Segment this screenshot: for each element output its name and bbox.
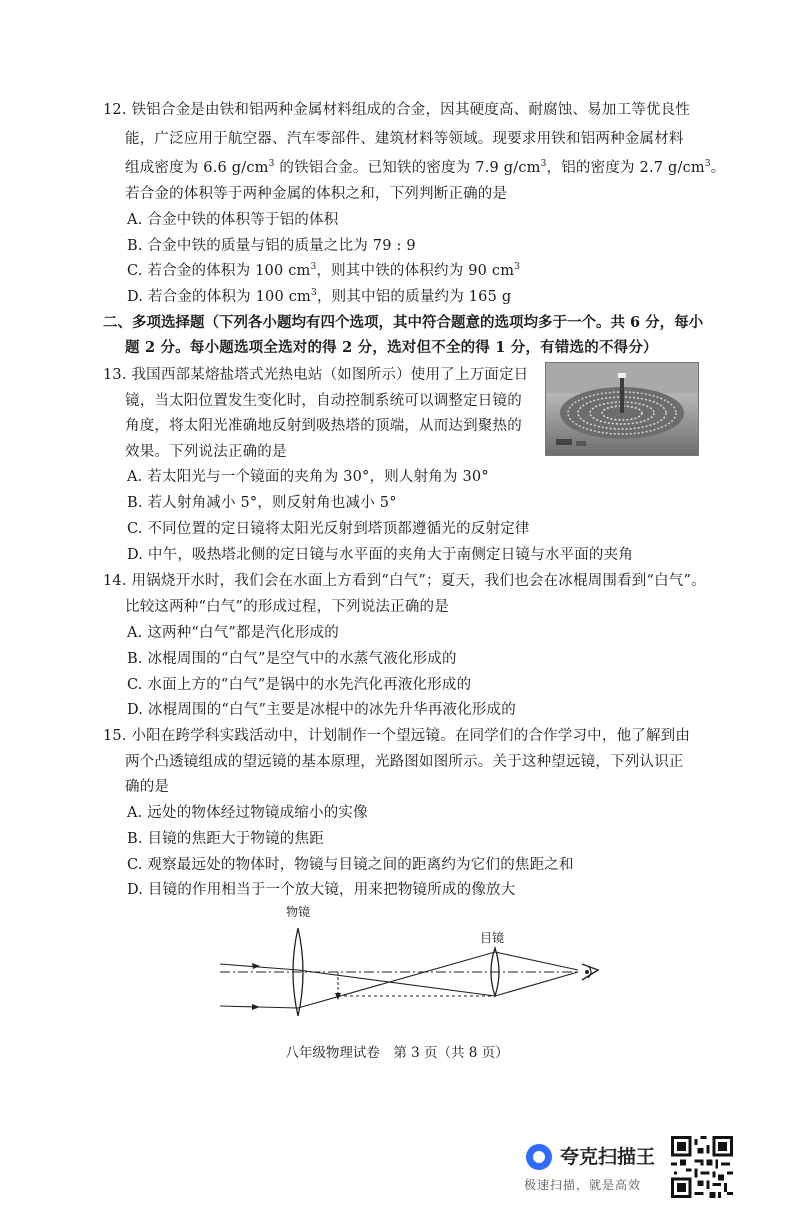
incoming-ray-top (220, 964, 298, 970)
q15-line-1: 15. 小阳在跨学科实践活动中，计划制作一个望远镜。在同学们的合作学习中，他了解到由 (103, 728, 691, 744)
eye-icon (582, 964, 598, 980)
q12-option-a: A. 合金中铁的体积等于铝的体积 (127, 212, 339, 228)
q13-line-2: 镜，当太阳位置发生变化时，自动控制系统可以调整定日镜的 (125, 393, 522, 409)
q13-line-3: 角度，将太阳光准确地反射到吸热塔的顶端，从而达到聚热的 (125, 418, 522, 434)
objective-lens-label: 物镜 (286, 905, 311, 919)
q12-line-4: 若合金的体积等于两种金属的体积之和，下列判断正确的是 (125, 186, 508, 202)
q14-option-c: C. 水面上方的“白气”是锅中的水先汽化再液化形成的 (127, 677, 472, 693)
scanner-brand-watermark (520, 1138, 680, 1198)
q13-option-c: C. 不同位置的定日镜将太阳光反射到塔顶都遵循光的反射定律 (127, 521, 530, 537)
ray-arrow-top (252, 963, 260, 969)
q15-option-a: A. 远处的物体经过物镜成缩小的实像 (127, 805, 368, 821)
outgoing-ray-1 (495, 972, 578, 996)
q13-option-b: B. 若人射角减小 5°，则反射角也减小 5° (127, 495, 397, 511)
q15-option-c: C. 观察最远处的物体时，物镜与目镜之间的距离约为它们的焦距之和 (127, 857, 574, 873)
q12-option-d: D. 若合金的体积为 100 $cm^3$，则其中铝的质量约为 165 g (127, 288, 512, 305)
brand-slogan: 极速扫描，就是高效 (524, 1178, 642, 1192)
page-footer: 八年级物理试卷 第 3 页（共 8 页） (285, 1045, 509, 1061)
eyepiece-lens-label: 目镜 (480, 931, 505, 945)
ray-arrow-bottom (252, 1004, 260, 1010)
q15-line-3: 确的是 (125, 779, 170, 795)
q14-option-b: B. 冰棍周围的“白气”是空气中的水蒸气液化形成的 (127, 651, 457, 667)
q12-option-c: C. 若合金的体积为 100 $cm^3$，则其中铁的体积约为 90 $cm^3$ (127, 262, 521, 279)
ray-inner-1 (298, 970, 495, 996)
telescope-ray-diagram (210, 900, 610, 1030)
q15-line-2: 两个凸透镜组成的望远镜的基本原理，光路图如图所示。关于这种望远镜，下列认识正 (125, 754, 684, 770)
q12-line-3: 组成密度为 6.6 $g/cm^3$ 的铁铝合金。已知铁的密度为 7.9 $g/cm^3$，铝的密度为 2.7 $g/cm^3$。 (125, 159, 726, 176)
heliostat-field-graphic (546, 363, 698, 455)
q14-line-1: 14. 用锅烧开水时，我们会在水面上方看到“白气”；夏天，我们也会在冰棍周围看到“白气”。 (103, 573, 706, 589)
q14-option-d: D. 冰棍周围的“白气”主要是冰棍中的冰先升华再液化形成的 (127, 702, 516, 718)
ray-inner-2 (298, 952, 495, 1008)
q14-option-a: A. 这两种“白气”都是汽化形成的 (127, 625, 339, 641)
q12-line-2: 能，广泛应用于航空器、汽车零部件、建筑材料等领域。现要求用铁和铝两种金属材料 (125, 131, 684, 147)
q12-line-1: 12. 铁铝合金是由铁和铝两种金属材料组成的合金，因其硬度高、耐腐蚀、易加工等优良性 (103, 102, 691, 118)
solar-power-station-photo (545, 362, 699, 456)
section-2-heading-line-2: 题 2 分。每小题选项全选对的得 2 分，选对但不全的得 1 分，有错选的不得分） (125, 339, 658, 356)
q13-line-1: 13. 我国西部某熔盐塔式光热电站（如图所示）使用了上万面定日 (103, 367, 529, 383)
brand-name: 夸克扫描王 (560, 1146, 656, 1168)
q13-option-a: A. 若太阳光与一个镜面的夹角为 30°，则人射角为 30° (127, 469, 489, 485)
q15-option-d: D. 目镜的作用相当于一个放大镜，用来把物镜所成的像放大 (127, 882, 516, 898)
q12-option-b: B. 合金中铁的质量与铝的质量之比为 79 : 9 (127, 238, 416, 254)
q13-option-d: D. 中午，吸热塔北侧的定日镜与水平面的夹角大于南侧定日镜与水平面的夹角 (127, 547, 634, 563)
outgoing-ray-2 (495, 952, 578, 970)
qr-code-icon (671, 1136, 733, 1198)
quark-logo-icon (526, 1144, 552, 1170)
q13-line-4: 效果。下列说法正确的是 (125, 444, 287, 460)
q15-option-b: B. 目镜的焦距大于物镜的焦距 (127, 831, 324, 847)
q14-line-2: 比较这两种“白气”的形成过程，下列说法正确的是 (125, 599, 449, 615)
section-2-heading-line-1: 二、多项选择题（下列各小题均有四个选项，其中符合题意的选项均多于一个。共 6 分，每小 (103, 314, 704, 331)
